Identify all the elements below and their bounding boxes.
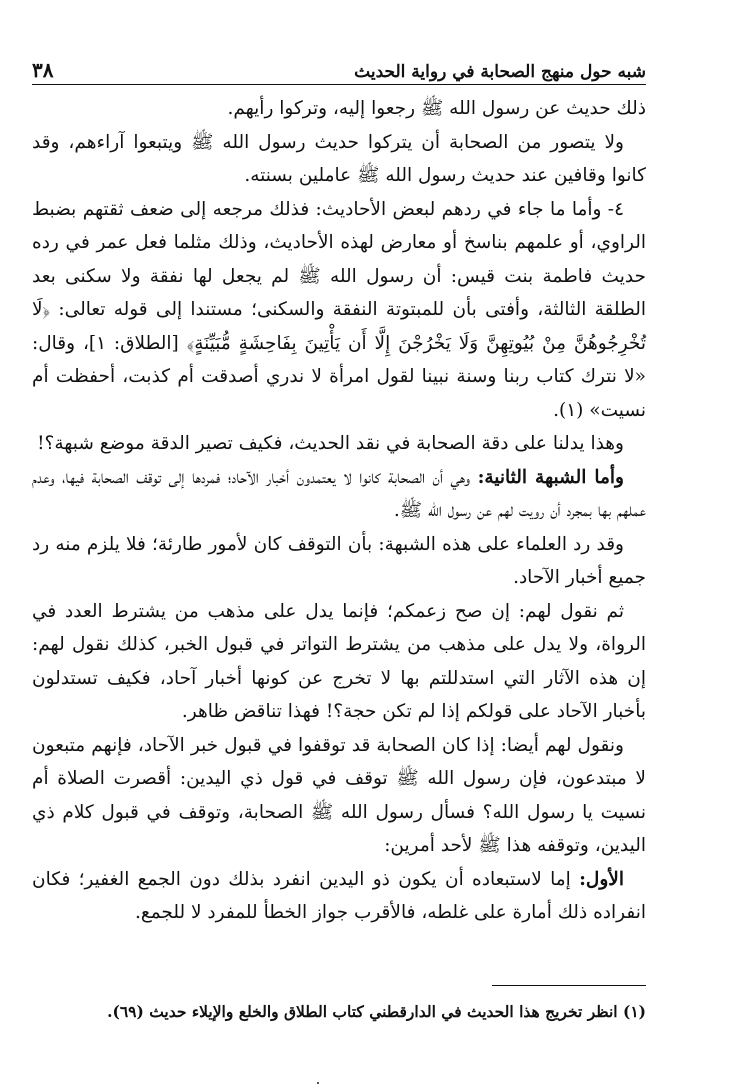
paragraph-9-text: إما لاستبعاده أن يكون ذو اليدين انفرد بذلك دون الجمع الغفير؛ فكان انفراده ذلك أمارة على غلطه، فالأقرب جواز الخطأ للمفرد لا للجمع. [32, 868, 646, 923]
paragraph-5 [32, 461, 646, 528]
paragraph-4: وهذا يدلنا على دقة الصحابة في نقد الحديث، فكيف تصير الدقة موضع شبهة؟! [37, 433, 624, 454]
running-title: شبه حول منهج الصحابة في رواية الحديث [354, 62, 646, 82]
paragraph-8: ونقول لهم أيضا: إذا كان الصحابة قد توقفوا في قبول خبر الآحاد، فإنهم متبعون لا مبتدعون، فإن رسول الله ﷺ توقف في قول ذي اليدين: أقصرت الصلاة أم نسيت يا رسول الله؟ فسأل رسول الله ﷺ الصحابة، وتوقف في قبول كلام ذي اليدين، وتوقفه هذا ﷺ لأحد أمرين: [32, 734, 646, 856]
page-number: ٣٨ [32, 58, 54, 82]
paragraph-7: ثم نقول لهم: إن صح زعمكم؛ فإنما يدل على مذهب من يشترط العدد في الرواة، ولا يدل على مذهب من يشترط التواتر في قبول الخبر، كذلك نقول لهم: إن هذه الآثار التي استدللتم بها لا تخرج عن كونها أخبار آحاد، فكيف تستدلون بأخبار الآحاد على قولكم إذا لم تكن حجة؟! فهذا تناقض ظاهر. [32, 600, 646, 722]
paragraph-5-text: وهي أن الصحابة كانوا لا يعتمدون أخبار الآحاد؛ فمردها إلى توقف الصحابة فيها، وعدم عملهم بها بمجرد أن رويت لهم عن رسول الله ﷺ. [32, 466, 646, 521]
first-reason-label: الأول: [579, 868, 624, 890]
scan-speck [317, 1082, 319, 1084]
footnote: (١) انظر تخريج هذا الحديث في الدارقطني كتاب الطلاق والخلع والإيلاء حديث (٦٩). [107, 1002, 646, 1021]
header-divider [32, 84, 646, 85]
second-doubt-label: وأما الشبهة الثانية: [477, 466, 624, 488]
footnote-divider [492, 985, 646, 986]
paragraph-9 [32, 863, 646, 930]
paragraph-6: وقد رد العلماء على هذه الشبهة: بأن التوقف كان لأمور طارئة؛ فلا يلزم منه رد جميع أخبار الآحاد. [32, 533, 646, 588]
page-header [32, 40, 646, 82]
paragraph-3: ٤- وأما ما جاء في ردهم لبعض الأحاديث: فذلك مرجعه إلى ضعف ثقتهم بضبط الراوي، أو علمهم بناسخ أو معارض لهذه الأحاديث، وذلك مثلما فعل عمر في رده حديث فاطمة بنت قيس: أن رسول الله ﷺ لم يجعل لها نفقة ولا سكنى بعد الطلقة الثالثة، وأفتى بأن للمبتوتة النفقة والسكنى؛ مستندا إلى قوله تعالى: ﴿لَا تُخْرِجُوهُنَّ مِنْ بُيُوتِهِنَّ وَلَا يَخْرُجْنَ إِلَّا أَن يَأْتِينَ بِفَاحِشَةٍ مُّبَيِّنَةٍ﴾ [الطلاق: ١]، وقال: «لا نترك كتاب ربنا وسنة نبينا لقول امرأة لا ندري أصدقت أم كذبت، أحفظت أم نسيت» (١). [32, 198, 646, 421]
main-text [32, 92, 646, 930]
paragraph-1: ذلك حديث عن رسول الله ﷺ رجعوا إليه، وتركوا رأيهم. [227, 98, 646, 119]
paragraph-2: ولا يتصور من الصحابة أن يتركوا حديث رسول الله ﷺ ويتبعوا آراءهم، وقد كانوا وقافين عند حديث رسول الله ﷺ عاملين بسنته. [32, 131, 646, 186]
